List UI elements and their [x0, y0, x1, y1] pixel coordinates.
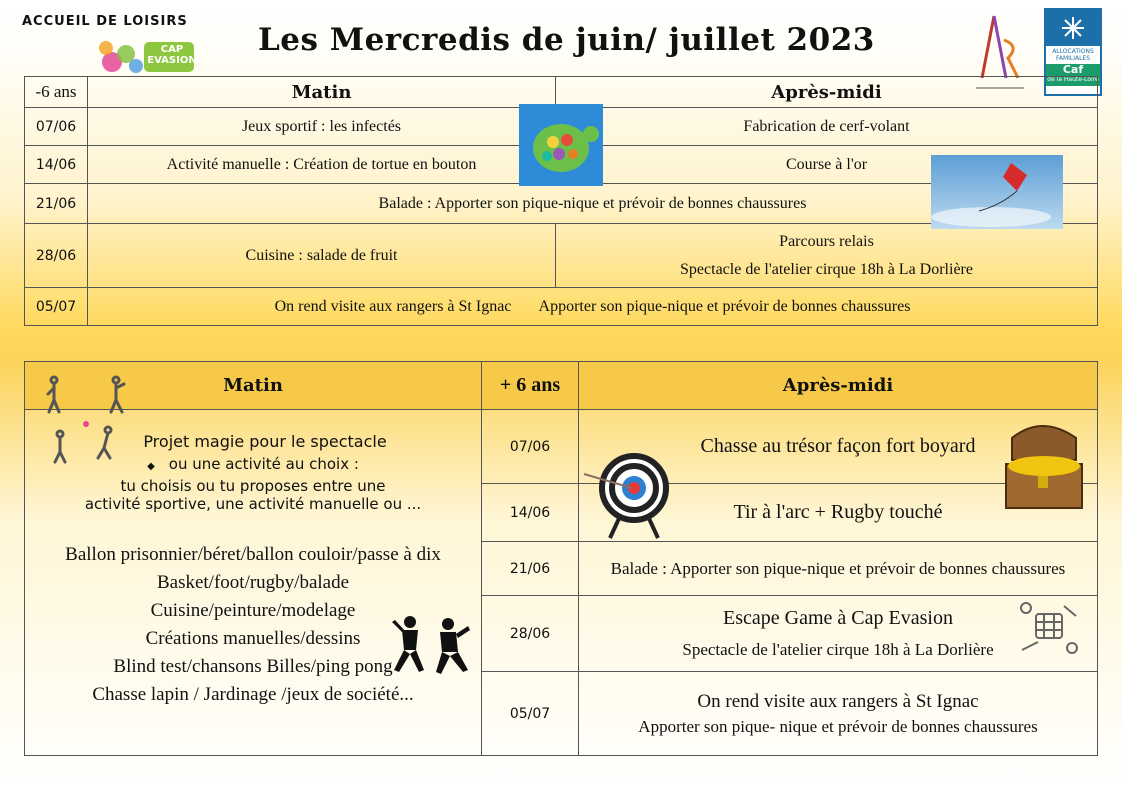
choice-label: ou une activité au choix :: [168, 455, 359, 473]
row-afternoon: [579, 672, 1098, 756]
escape-game-icon: [1018, 600, 1082, 662]
magic-project-text: Projet magie pour le spectacle: [143, 432, 387, 451]
list-item: Cuisine/peinture/modelage: [150, 600, 356, 621]
row-date: 21/06: [482, 542, 579, 596]
caf-label-1: ALLOCATIONS FAMILIALES: [1052, 48, 1094, 62]
row-full-day: Balade : Apporter son pique-nique et prévoir de bonnes chaussures: [88, 184, 1098, 224]
page-title: Les Mercredis de juin/ juillet 2023: [258, 22, 875, 58]
table-row: [25, 288, 1098, 326]
row-morning: Activité manuelle : Création de tortue en bouton: [88, 146, 556, 184]
row-date: 05/07: [482, 672, 579, 756]
row-afternoon-line2: Spectacle de l'atelier cirque 18h à La Dorlière: [680, 260, 973, 278]
row-date: 05/07: [25, 288, 88, 326]
caf-label-2: Caf: [1062, 63, 1084, 76]
row-date: 14/06: [482, 484, 579, 542]
row-afternoon-line2: Apporter son pique- nique et prévoir de bonnes chaussures: [638, 716, 1038, 736]
cap-evasion-logo-text: CAP EVASION: [147, 44, 197, 66]
row-afternoon: Fabrication de cerf-volant: [556, 108, 1098, 146]
bullet-icon: ◆: [147, 461, 155, 472]
row-date: 07/06: [482, 410, 579, 484]
list-item: Chasse lapin / Jardinage /jeux de société...: [92, 684, 414, 705]
row-afternoon: Apporter son pique-nique et prévoir de bonnes chaussures: [538, 297, 911, 315]
row-afternoon: [556, 224, 1098, 288]
row-afternoon: Balade : Apporter son pique-nique et prévoir de bonnes chaussures: [579, 542, 1098, 596]
row-full-day: [88, 288, 1098, 326]
schedule-over6-table: [24, 361, 1098, 756]
age-label: -6 ans: [25, 77, 88, 108]
list-item: Basket/foot/rugby/balade: [156, 572, 350, 593]
row-date: 14/06: [25, 146, 88, 184]
row-morning: On rend visite aux rangers à St Ignac: [274, 297, 512, 315]
header-morning: Matin: [25, 362, 482, 410]
row-date: 07/06: [25, 108, 88, 146]
list-item: Ballon prisonnier/béret/ballon couloir/passe à dix: [65, 544, 441, 565]
row-afternoon-line1: Escape Game à Cap Evasion: [723, 607, 953, 629]
propose-text-2: activité sportive, une activité manuelle ou ...: [84, 495, 422, 513]
header-afternoon: Après-midi: [556, 77, 1098, 108]
row-date: 28/06: [25, 224, 88, 288]
propose-text: tu choisis ou tu proposes entre une: [120, 477, 386, 495]
header-morning: Matin: [88, 77, 556, 108]
row-afternoon-line1: Parcours relais: [779, 232, 874, 250]
treasure-chest-image: [998, 420, 1086, 512]
juggler-figures-image: [40, 374, 140, 464]
archery-target-image: [582, 452, 686, 540]
kite-image: [931, 155, 1063, 229]
age-label: + 6 ans: [482, 362, 579, 410]
row-afternoon-line1: On rend visite aux rangers à St Ignac: [697, 690, 979, 712]
dancing-kids-image: [390, 614, 472, 676]
list-item: Créations manuelles/dessins: [145, 628, 361, 649]
table-row: [25, 410, 1098, 484]
button-turtle-image: [519, 104, 603, 186]
row-date: 21/06: [25, 184, 88, 224]
row-afternoon: Course à l'or: [556, 146, 1098, 184]
row-afternoon: Chasse au trésor façon fort boyard: [579, 410, 1098, 484]
brand-name: ACCUEIL DE LOISIRS: [22, 14, 188, 29]
row-morning: Jeux sportif : les infectés: [88, 108, 556, 146]
caf-label-3: de la Haute-Loire: [1047, 76, 1099, 83]
row-afternoon-line2: Spectacle de l'atelier cirque 18h à La Dorlière: [682, 640, 994, 659]
row-date: 28/06: [482, 596, 579, 672]
row-morning: Cuisine : salade de fruit: [88, 224, 556, 288]
header-afternoon: Après-midi: [579, 362, 1098, 410]
table-row: [25, 224, 1098, 288]
row-afternoon: Tir à l'arc + Rugby touché: [579, 484, 1098, 542]
list-item: Blind test/chansons Billes/ping pong: [113, 656, 393, 677]
